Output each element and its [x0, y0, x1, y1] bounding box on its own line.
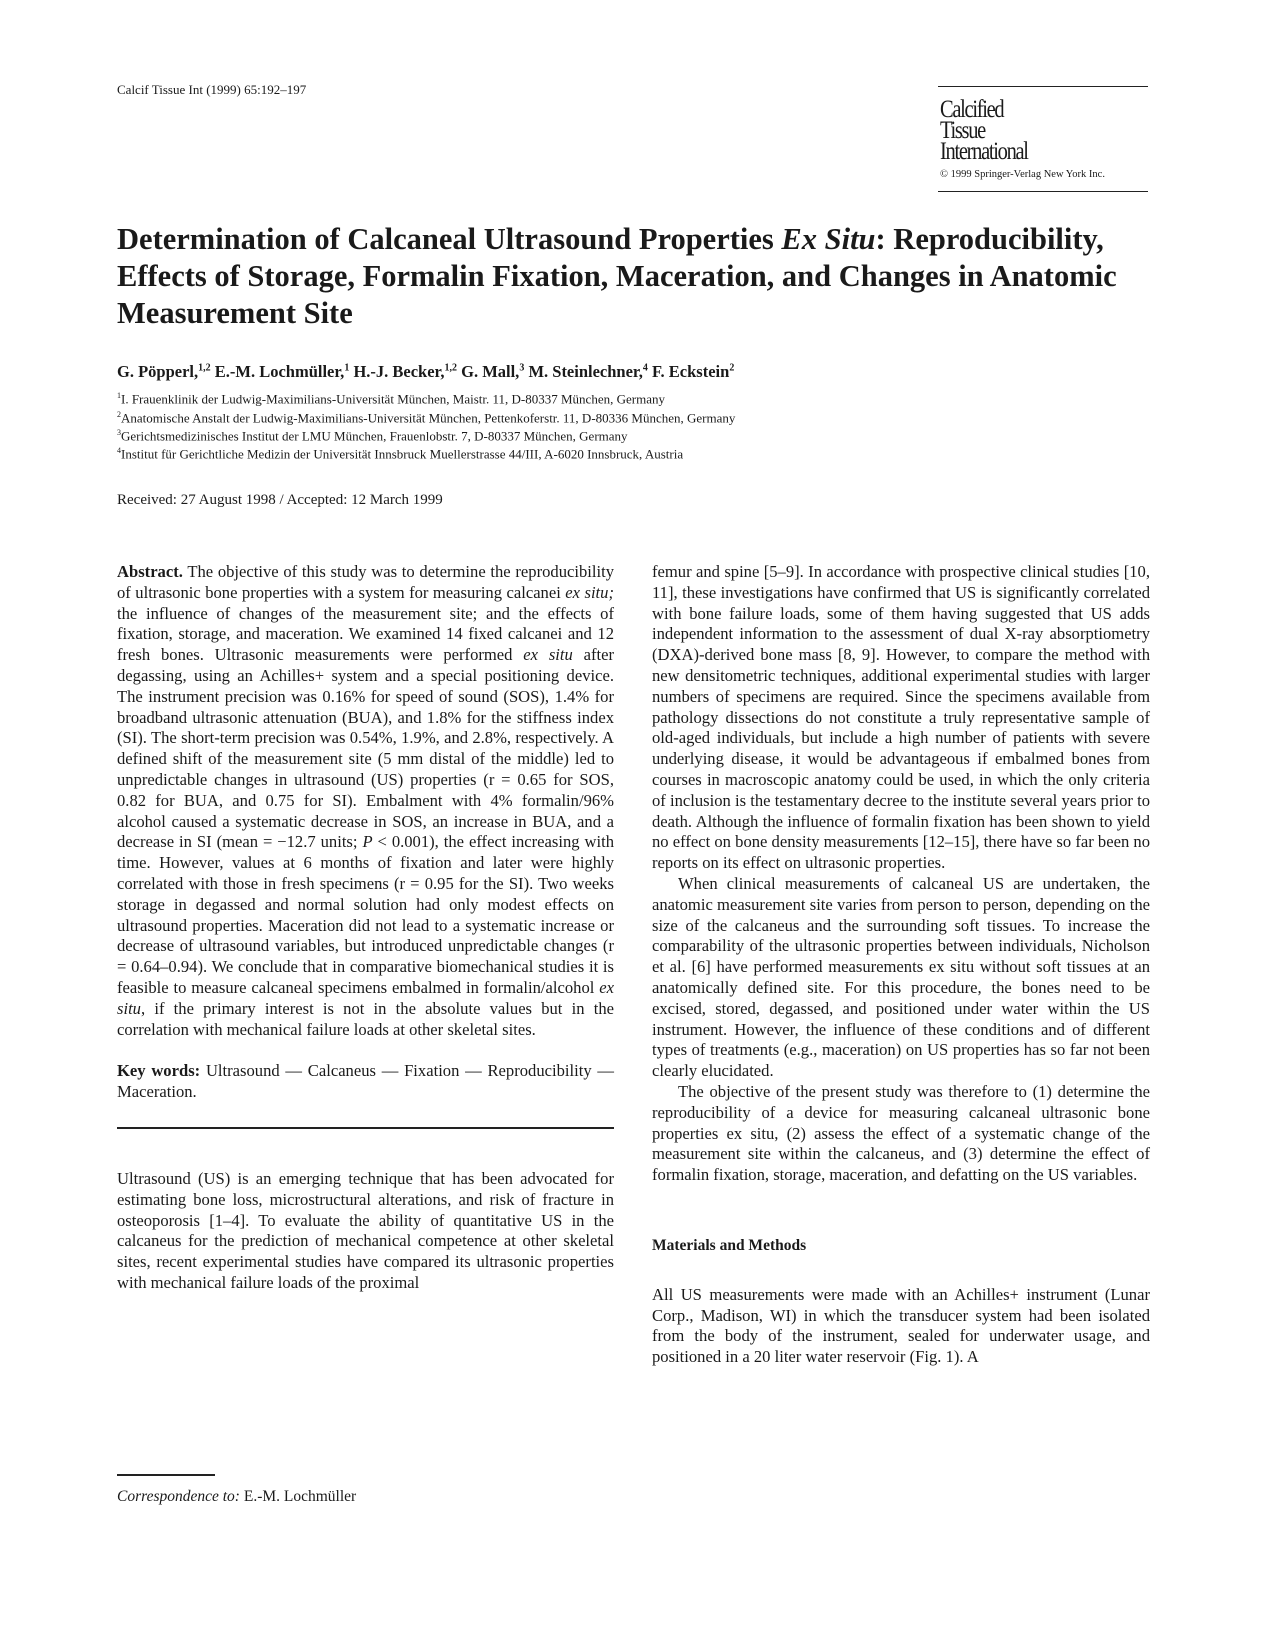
- author-affil-sup: 3: [519, 362, 525, 374]
- author-affil-sup: 2: [729, 362, 735, 374]
- body-paragraph: femur and spine [5–9]. In accordance with prospective clinical studies [10, 11], these investigations have confirmed that US is significantly correlated with bone failure loads, some of them having suggested that US adds independent information to the assessment of dual X-ray absorptiometry (DXA)-derived bone mass [8, 9]. However, to compare the method with new densitometric techniques, additional experimental studies with larger numbers of specimens are required. Since the specimens available from pathology dissections do not constitute a truly representative sample of old-aged individuals, but include a high number of patients with severe underlying disease, it would be advantageous if embalmed bones from courses in macroscopic anatomy could be used, in which the only criteria of inclusion is the testamentary decree to the institute several years prior to death. Although the influence of formalin fixation has been shown to yield no effect on bone density measurements [12–15], there have so far been no reports on its effect on ultrasonic properties.: [652, 562, 1150, 873]
- author-name: G. Mall,: [461, 362, 520, 381]
- affiliation: [117, 410, 735, 426]
- affiliation: [117, 446, 683, 462]
- abstract-italic: ex situ;: [565, 582, 614, 602]
- author-name: E.-M. Lochmüller,: [214, 362, 345, 381]
- copyright-notice: © 1999 Springer-Verlag New York Inc.: [940, 169, 1105, 180]
- affiliation-text: Institut für Gerichtliche Medizin der Universität Innsbruck Muellerstrasse 44/III, A-6020 Innsbruck, Austria: [121, 446, 684, 462]
- abstract-italic: ex situ: [117, 977, 614, 1018]
- correspondence-note: [117, 1488, 356, 1506]
- affiliation-text: I. Frauenklinik der Ludwig-Maximilians-Universität München, Maistr. 11, D-80337 München, Germany: [121, 391, 665, 407]
- abstract-label: Abstract.: [117, 562, 183, 581]
- affiliation-sup: 1: [117, 391, 121, 400]
- affiliation-sup: 4: [117, 446, 121, 455]
- section-divider: [117, 1127, 614, 1129]
- affiliation: [117, 428, 628, 444]
- intro-paragraph: Ultrasound (US) is an emerging technique that has been advocated for estimating bone loss, microstructural alterations, and risk of fracture in osteoporosis [1–4]. To evaluate the ability of quantitative US in the calcaneus for the prediction of mechanical competence at other skeletal sites, recent experimental studies have compared its ultrasonic properties with mechanical failure loads of the proximal: [117, 1168, 614, 1292]
- keywords-text: Ultrasound — Calcaneus — Fixation — Reproducibility — Maceration.: [117, 1061, 614, 1102]
- logo-line-calcified: Calcified: [940, 96, 1004, 123]
- affiliation-sup: 3: [117, 428, 121, 437]
- author-affil-sup: 1,2: [444, 362, 457, 374]
- abstract-text: < 0.001), the effect increasing with time. However, values at 6 months of fixation and later were highly correlated with those in fresh specimens (r = 0.95 for the SI). Two weeks storage in degassed and normal solution had only modest effects on ultrasound properties. Maceration did not lead to a systematic increase or decrease of ultrasound variables, but introduced unpredictable changes (r = 0.64–0.94). We conclude that in comparative biomechanical studies it is feasible to measure calcaneal specimens embalmed in formalin/alcohol: [117, 832, 614, 997]
- journal-citation: Calcif Tissue Int (1999) 65:192–197: [117, 82, 307, 97]
- author-name: F. Eckstein: [651, 362, 730, 381]
- correspondence-name: E.-M. Lochmüller: [239, 1488, 357, 1505]
- footnote-rule: [117, 1474, 215, 1476]
- title-part-2: : Reproducibility, Effects of Storage, Formalin Fixation, Maceration, and Changes in Anatomic Measurement Site: [117, 222, 1117, 330]
- author-affil-sup: 1: [344, 362, 350, 374]
- affiliation-sup: 2: [117, 410, 121, 419]
- journal-logo: [938, 86, 1148, 192]
- author-list: [117, 362, 734, 382]
- abstract-text: , if the primary interest is not in the absolute values but in the correlation with mechanical failure loads at other skeletal sites.: [117, 998, 614, 1039]
- logo-line-tissue: Tissue: [940, 117, 985, 144]
- paper-title: [117, 221, 1157, 332]
- affiliation-text: Gerichtsmedizinisches Institut der LMU München, Frauenlobstr. 7, D-80337 München, Germany: [121, 428, 628, 444]
- abstract-italic: P: [362, 832, 373, 852]
- abstract-text: The objective of this study was to determine the reproducibility of ultrasonic bone properties with a system for measuring calcanei: [117, 562, 614, 602]
- title-italic: Ex Situ: [781, 222, 876, 256]
- left-column: [117, 562, 614, 1294]
- title-part-1: Determination of Calcaneal Ultrasound Properties: [117, 222, 782, 256]
- logo-line-international: International: [940, 138, 1028, 165]
- right-column: [652, 562, 1150, 1368]
- body-paragraph: When clinical measurements of calcaneal US are undertaken, the anatomic measurement site varies from person to person, depending on the size of the calcaneus and the surrounding soft tissues. To increase the comparability of the ultrasonic properties between individuals, Nicholson et al. [6] have performed measurements ex situ without soft tissues at an anatomically defined site. For this procedure, the bones need to be excised, stored, degassed, and positioned under water within the US instrument. However, the influence of these conditions and of different types of treatments (e.g., maceration) on US properties has so far not been clearly elucidated.: [652, 873, 1150, 1081]
- keywords: [117, 1061, 614, 1103]
- author-name: H.-J. Becker,: [353, 362, 445, 381]
- body-paragraph: The objective of the present study was therefore to (1) determine the reproducibility of a device for measuring calcaneal ultrasonic bone properties ex situ, (2) assess the effect of a systematic change of the measurement site within the calcaneus, and (3) determine the effect of formalin fixation, storage, maceration, and defatting on the US variables.: [652, 1081, 1150, 1185]
- author-name: M. Steinlechner,: [528, 362, 643, 381]
- correspondence-label: Correspondence to:: [117, 1488, 240, 1505]
- body-paragraph: All US measurements were made with an Achilles+ instrument (Lunar Corp., Madison, WI) in which the transducer system had been isolated from the body of the instrument, sealed for underwater usage, and positioned in a 20 liter water reservoir (Fig. 1). A: [652, 1284, 1150, 1367]
- abstract-text: after degassing, using an Achilles+ system and a special positioning device. The instrument precision was 0.16% for speed of sound (SOS), 1.4% for broadband ultrasonic attenuation (BUA), and 1.8% for the stiffness index (SI). The short-term precision was 0.54%, 1.9%, and 2.8%, respectively. A defined shift of the measurement site (5 mm distal of the middle) led to unpredictable changes in ultrasound (US) properties (r = 0.65 for SOS, 0.82 for BUA, and 0.75 for SI). Embalment with 4% formalin/96% alcohol caused a systematic decrease in SOS, an increase in BUA, and a decrease in SI (mean = −12.7 units;: [117, 645, 614, 852]
- abstract-italic: ex situ: [523, 645, 573, 665]
- abstract: [117, 562, 614, 1040]
- affiliation: [117, 391, 665, 407]
- author-name: G. Pöpperl,: [117, 362, 199, 381]
- received-accepted-dates: Received: 27 August 1998 / Accepted: 12 March 1999: [117, 492, 443, 508]
- affiliation-text: Anatomische Anstalt der Ludwig-Maximilians-Universität München, Pettenkoferstr. 11, D-80336 München, Germany: [121, 410, 736, 426]
- keywords-label: Key words:: [117, 1061, 201, 1081]
- section-heading: Materials and Methods: [652, 1236, 807, 1254]
- author-affil-sup: 4: [642, 362, 648, 374]
- author-affil-sup: 1,2: [198, 362, 211, 374]
- abstract-text: the influence of changes of the measurement site; and the effects of fixation, storage, and maceration. We examined 14 fixed calcanei and 12 fresh bones. Ultrasonic measurements were performed: [117, 603, 614, 665]
